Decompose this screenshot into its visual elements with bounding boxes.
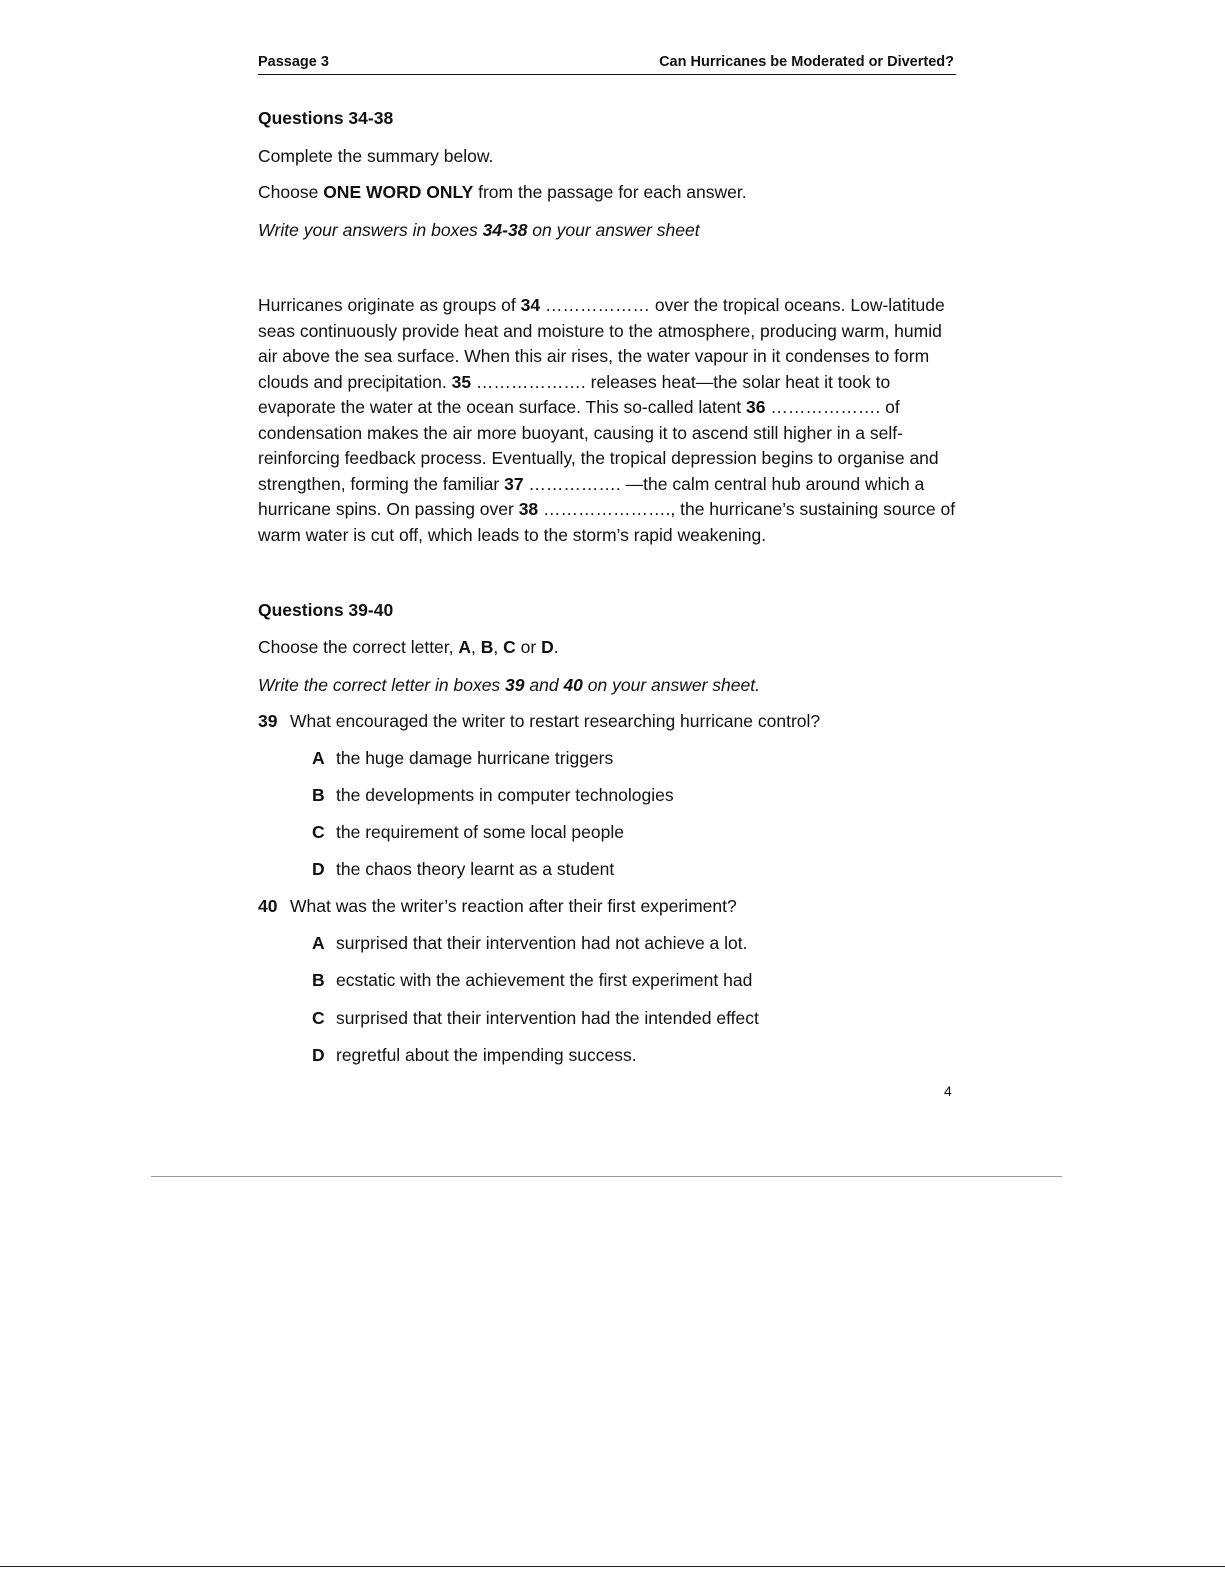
summary-paragraph xyxy=(258,293,958,548)
option-letter: C xyxy=(312,1008,325,1028)
option-letter: B xyxy=(312,970,325,990)
question-39-option xyxy=(258,783,958,808)
question-text: What was the writer’s reaction after their first experiment? xyxy=(290,896,737,916)
option-text: the chaos theory learnt as a student xyxy=(336,859,615,879)
summary-text-4: ………………. of condensation makes the air more buoyant, causing it to ascend still higher in a self-reinforcing feedback process. Eventually, the tropical depression begins to organise and strengthen, forming the familiar xyxy=(258,397,939,494)
summary-instruction: Complete the summary below. xyxy=(258,146,494,166)
question-39-option xyxy=(258,746,958,771)
letter-sep-1: , xyxy=(471,637,481,657)
letter-sep-3: or xyxy=(515,637,542,657)
question-40-option xyxy=(258,968,958,993)
answer-sheet-39: 39 xyxy=(505,675,525,695)
gap-38-number: 38 xyxy=(518,499,539,519)
word-limit-bold: ONE WORD ONLY xyxy=(323,182,474,202)
page-separator xyxy=(151,1176,1062,1177)
answer-sheet-39-40-mid: and xyxy=(524,675,564,695)
summary-text-5: ……………. —the calm central hub around which a hurricane spins. On passing over xyxy=(258,473,925,519)
answer-sheet-bold: 34-38 xyxy=(482,220,528,240)
option-letter: D xyxy=(312,859,325,879)
summary-text-6: …………………., the hurricane’s sustaining source of warm water is cut off, which leads to the storm’s rapid weakening. xyxy=(258,499,956,545)
option-letter: B xyxy=(312,785,325,805)
answer-sheet-39-40-suffix: on your answer sheet. xyxy=(582,675,760,695)
question-text: What encouraged the writer to restart researching hurricane control? xyxy=(290,711,821,731)
gap-37-number: 37 xyxy=(504,473,524,494)
gap-35-number: 35 xyxy=(451,371,472,392)
option-text: surprised that their intervention had the intended effect xyxy=(336,1008,759,1028)
question-39-option xyxy=(258,820,958,845)
letter-b: B xyxy=(480,637,494,657)
running-header xyxy=(258,52,956,75)
answer-sheet-39-40-prefix: Write the correct letter in boxes xyxy=(258,675,506,695)
letter-sep-4: . xyxy=(553,637,559,657)
option-text: surprised that their intervention had not achieve a lot. xyxy=(336,933,748,953)
answer-sheet-instruction-39-40 xyxy=(258,673,958,698)
summary-text-3: ………………. releases heat—the solar heat it took to evaporate the water at the ocean surface. This so-called latent xyxy=(258,371,891,417)
answer-sheet-40: 40 xyxy=(563,675,583,695)
summary-text-1: Hurricanes originate as groups of xyxy=(258,295,521,315)
question-40 xyxy=(258,894,958,919)
question-number: 40 xyxy=(258,896,278,916)
page-number: 4 xyxy=(944,1083,952,1099)
question-39 xyxy=(258,709,958,734)
letter-d: D xyxy=(541,637,554,657)
main-content xyxy=(258,106,958,1068)
header-passage-title: Can Hurricanes be Moderated or Diverted? xyxy=(659,54,954,70)
option-text: the developments in computer technologies xyxy=(336,785,674,805)
option-text: ecstatic with the achievement the first experiment had xyxy=(336,970,753,990)
word-limit-suffix: from the passage for each answer. xyxy=(473,182,747,202)
option-letter: D xyxy=(312,1045,325,1065)
section-title-34-38: Questions 34-38 xyxy=(258,108,394,128)
question-40-option xyxy=(258,1043,958,1068)
option-text: regretful about the impending success. xyxy=(336,1045,637,1065)
option-letter: A xyxy=(312,748,325,768)
option-letter: C xyxy=(312,822,325,842)
question-40-option xyxy=(258,1006,958,1031)
option-text: the requirement of some local people xyxy=(336,822,624,842)
question-number: 39 xyxy=(258,711,278,731)
letter-choice-prefix: Choose the correct letter, xyxy=(258,637,459,657)
word-limit-instruction xyxy=(258,180,958,205)
gap-36-number: 36 xyxy=(746,397,766,417)
question-40-option xyxy=(258,931,958,956)
word-limit-prefix: Choose xyxy=(258,182,324,202)
answer-sheet-instruction-34-38 xyxy=(258,218,958,243)
summary-text-2: ……………… over the tropical oceans. Low-latitude seas continuously provide heat and moisture to the atmosphere, producing warm, humid air above the sea surface. When this air rises, the water vapour in it condenses to form clouds and precipitation. xyxy=(258,295,945,392)
header-passage-label: Passage 3 xyxy=(258,54,329,70)
letter-a: A xyxy=(458,637,472,657)
letter-sep-2: , xyxy=(493,637,504,657)
gap-34-number: 34 xyxy=(520,295,541,315)
option-letter: A xyxy=(312,933,325,953)
bottom-edge-line xyxy=(0,1566,1225,1567)
answer-sheet-prefix: Write your answers in boxes xyxy=(258,220,483,240)
question-39-option xyxy=(258,857,958,882)
answer-sheet-suffix: on your answer sheet xyxy=(527,220,700,240)
section-title-39-40: Questions 39-40 xyxy=(258,600,394,620)
option-text: the huge damage hurricane triggers xyxy=(336,748,614,768)
letter-choice-instruction xyxy=(258,635,958,660)
letter-c: C xyxy=(503,637,516,657)
